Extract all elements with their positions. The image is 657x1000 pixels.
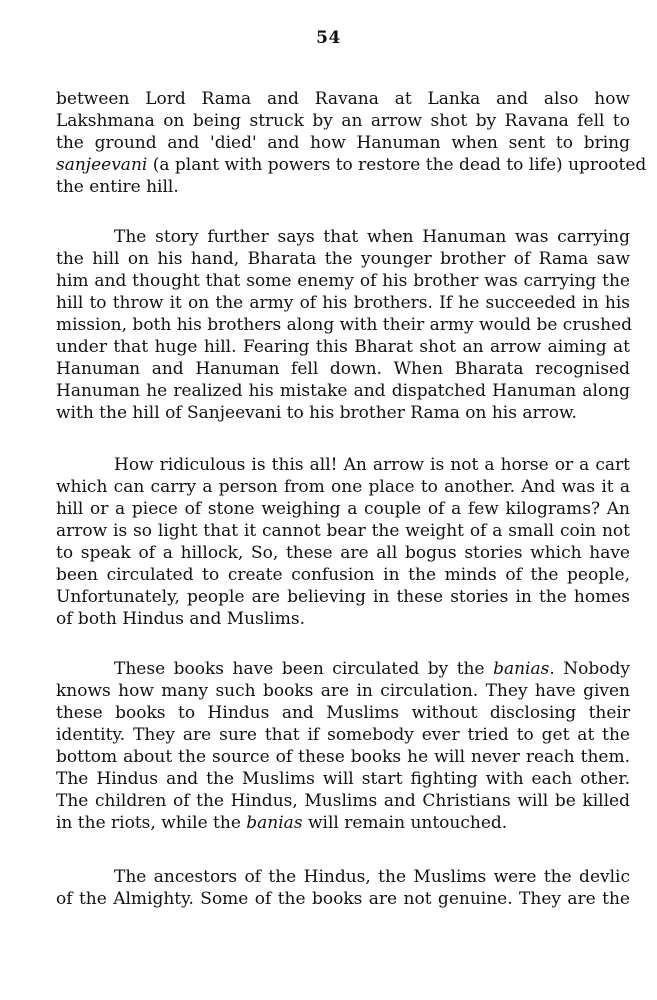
text-line: Hanuman and Hanuman fell down. When Bharata recognised <box>56 359 630 379</box>
text-line: The children of the Hindus, Muslims and Christians will be killed <box>56 791 630 811</box>
text-line: with the hill of Sanjeevani to his brother Rama on his arrow. <box>56 403 577 423</box>
text-line: knows how many such books are in circulation. They have given <box>56 681 630 701</box>
text-line: him and thought that some enemy of his brother was carrying the <box>56 271 630 291</box>
paragraph-3 <box>56 454 630 630</box>
text-line: The ancestors of the Hindus, the Muslims were the devlic <box>114 867 630 887</box>
text-line: arrow is so light that it cannot bear the weight of a small coin not <box>56 521 630 541</box>
text-line: hill to throw it on the army of his brothers. If he succeeded in his <box>56 293 630 313</box>
paragraph-4 <box>56 658 630 834</box>
text-line: of the Almighty. Some of the books are not genuine. They are the <box>56 889 630 909</box>
paragraph-1 <box>56 88 647 198</box>
text-line: between Lord Rama and Ravana at Lanka and also how <box>56 89 630 109</box>
text-line: under that huge hill. Fearing this Bharat shot an arrow aiming at <box>56 337 630 357</box>
page-number: 54 <box>316 28 341 48</box>
text-line: the ground and 'died' and how Hanuman when sent to bring <box>56 133 630 153</box>
paragraph-5 <box>56 866 630 910</box>
text-line: bottom about the source of these books he will never reach them. <box>56 747 630 767</box>
text-line: The Hindus and the Muslims will start fighting with each other. <box>56 769 630 789</box>
text-line: been circulated to create confusion in the minds of the people, <box>56 565 630 585</box>
text-line: Unfortunately, people are believing in these stories in the homes <box>56 587 630 607</box>
text-line: These books have been circulated by the banias. Nobody <box>114 659 630 679</box>
text-line: Lakshmana on being struck by an arrow shot by Ravana fell to <box>56 111 630 131</box>
text-line: mission, both his brothers along with their army would be crushed <box>56 315 633 335</box>
text-line: of both Hindus and Muslims. <box>56 609 305 629</box>
text-line: Hanuman he realized his mistake and dispatched Hanuman along <box>56 381 630 401</box>
text-line: identity. They are sure that if somebody ever tried to get at the <box>56 725 630 745</box>
text-line: hill or a piece of stone weighing a couple of a few kilograms? An <box>56 499 630 519</box>
paragraph-2 <box>56 226 633 424</box>
text-line: in the riots, while the banias will remain untouched. <box>56 813 508 833</box>
text-line: the hill on his hand, Bharata the younger brother of Rama saw <box>56 249 630 269</box>
text-line: How ridiculous is this all! An arrow is not a horse or a cart <box>114 455 630 475</box>
text-line: the entire hill. <box>56 177 179 197</box>
text-line: which can carry a person from one place to another. And was it a <box>56 477 630 497</box>
text-line: these books to Hindus and Muslims without disclosing their <box>56 703 630 723</box>
text-line: The story further says that when Hanuman was carrying <box>114 227 630 247</box>
text-line: to speak of a hillock, So, these are all bogus stories which have <box>56 543 630 563</box>
text-line: sanjeevani (a plant with powers to restore the dead to life) uprooted <box>56 155 647 175</box>
